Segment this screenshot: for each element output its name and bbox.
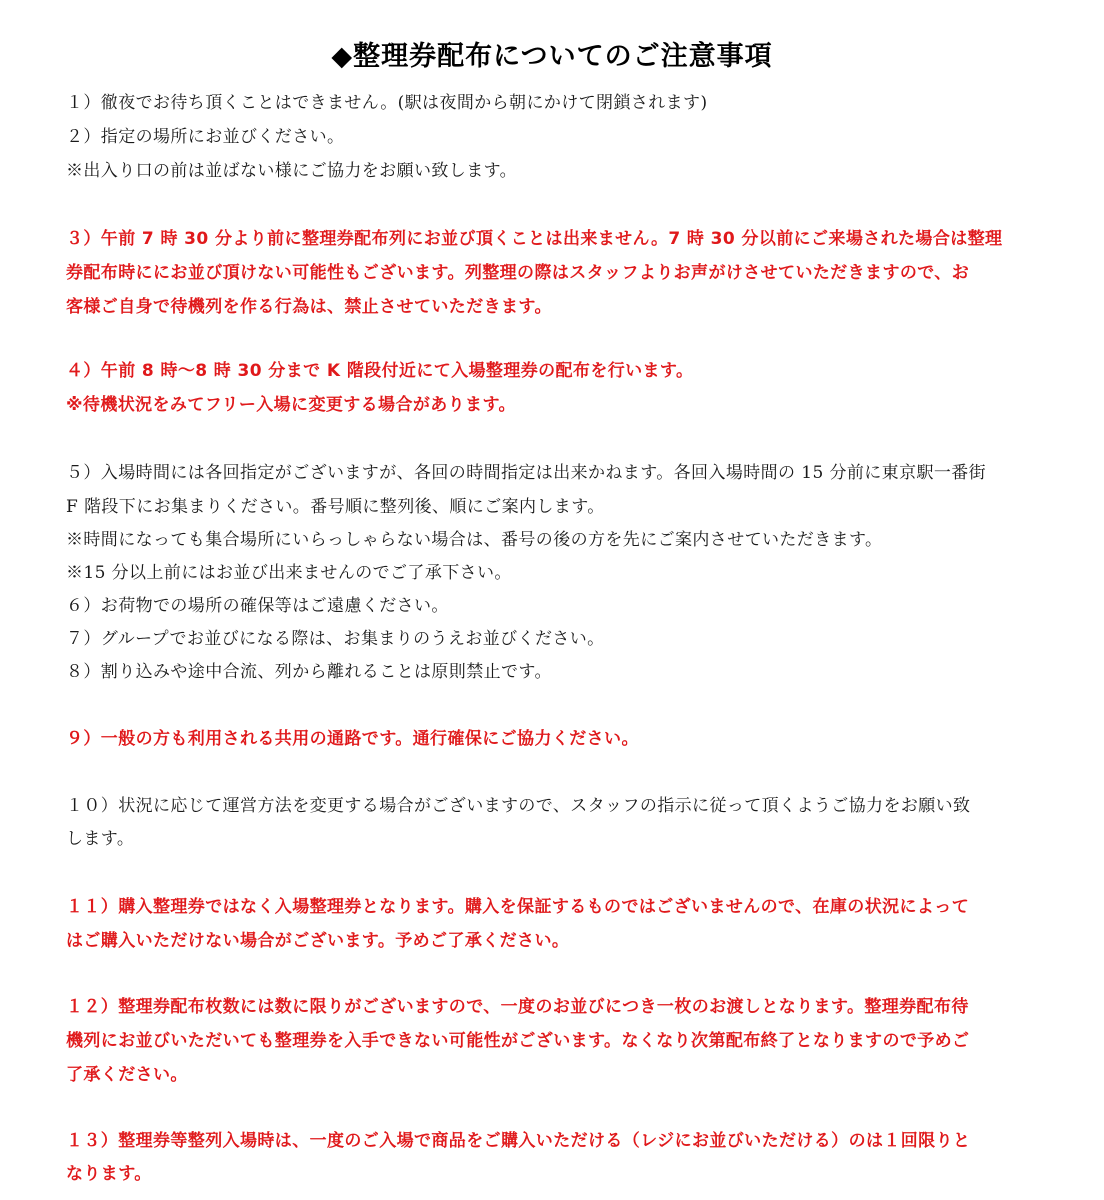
notice-line-5b: F 階段下にお集まりください。番号順に整列後、順にご案内します。 (66, 497, 605, 517)
notice-line-4: ４）午前 8 時〜8 時 30 分まで K 階段付近にて入場整理券の配布を行います。 (66, 361, 694, 381)
notice-line-5a: ５）入場時間には各回指定がございますが、各回の時間指定は出来かねます。各回入場時間の 15 分前に東京駅一番街 (66, 463, 987, 483)
notice-line-11a: １１）購入整理券ではなく入場整理券となります。購入を保証するものではございませんので、在庫の状況によって (66, 897, 970, 917)
notice-line-3b: 券配布時ににお並び頂けない可能性もございます。列整理の際はスタッフよりお声がけさせていただきますので、お (66, 263, 970, 283)
notice-line-10a: １０）状況に応じて運営方法を変更する場合がございますので、スタッフの指示に従って頂くようご協力をお願い致 (66, 796, 971, 816)
notice-line-12c: 了承ください。 (66, 1065, 188, 1085)
notice-line-8: ８）割り込みや途中合流、列から離れることは原則禁止です。 (66, 662, 552, 682)
notice-line-4-note: ※待機状況をみてフリー入場に変更する場合があります。 (66, 395, 516, 415)
notice-line-2: ２）指定の場所にお並びください。 (66, 127, 345, 147)
notice-line-9: ９）一般の方も利用される共用の通路です。通行確保にご協力ください。 (66, 729, 639, 749)
notice-line-12a: １２）整理券配布枚数には数に限りがございますので、一度のお並びにつき一枚のお渡しとなります。整理券配布待 (66, 997, 969, 1017)
notice-line-13b: なります。 (66, 1164, 152, 1184)
notice-line-7: ７）グループでお並びになる際は、お集まりのうえお並びください。 (66, 629, 605, 649)
notice-line-11b: はご購入いただけない場合がございます。予めご了承ください。 (66, 931, 570, 951)
notice-line-6: ６）お荷物での場所の確保等はご遠慮ください。 (66, 596, 449, 616)
notice-line-2-note: ※出入り口の前は並ばない様にご協力をお願い致します。 (66, 161, 518, 181)
notice-line-13a: １３）整理券等整列入場時は、一度のご入場で商品をご購入いただける（レジにお並びいただける）のは１回限りと (66, 1131, 971, 1151)
notice-line-5-note-2: ※15 分以上前にはお並び出来ませんのでご了承下さい。 (66, 563, 512, 583)
page-title: ◆整理券配布についてのご注意事項 (331, 41, 773, 72)
notice-line-1: １）徹夜でお待ち頂くことはできません。(駅は夜間から朝にかけて閉鎖されます) (66, 93, 708, 113)
notice-line-10b: します。 (66, 829, 135, 849)
notice-line-12b: 機列にお並びいただいても整理券を入手できない可能性がございます。なくなり次第配布終了となりますので予めご (66, 1031, 970, 1051)
notice-line-3c: 客様ご自身で待機列を作る行為は、禁止させていただきます。 (66, 297, 552, 317)
notice-line-3a: ３）午前 7 時 30 分より前に整理券配布列にお並び頂くことは出来ません。7 時 30 分以前にご来場された場合は整理 (66, 229, 1003, 249)
notice-line-5-note-1: ※時間になっても集合場所にいらっしゃらない場合は、番号の後の方を先にご案内させていただきます。 (66, 530, 883, 550)
